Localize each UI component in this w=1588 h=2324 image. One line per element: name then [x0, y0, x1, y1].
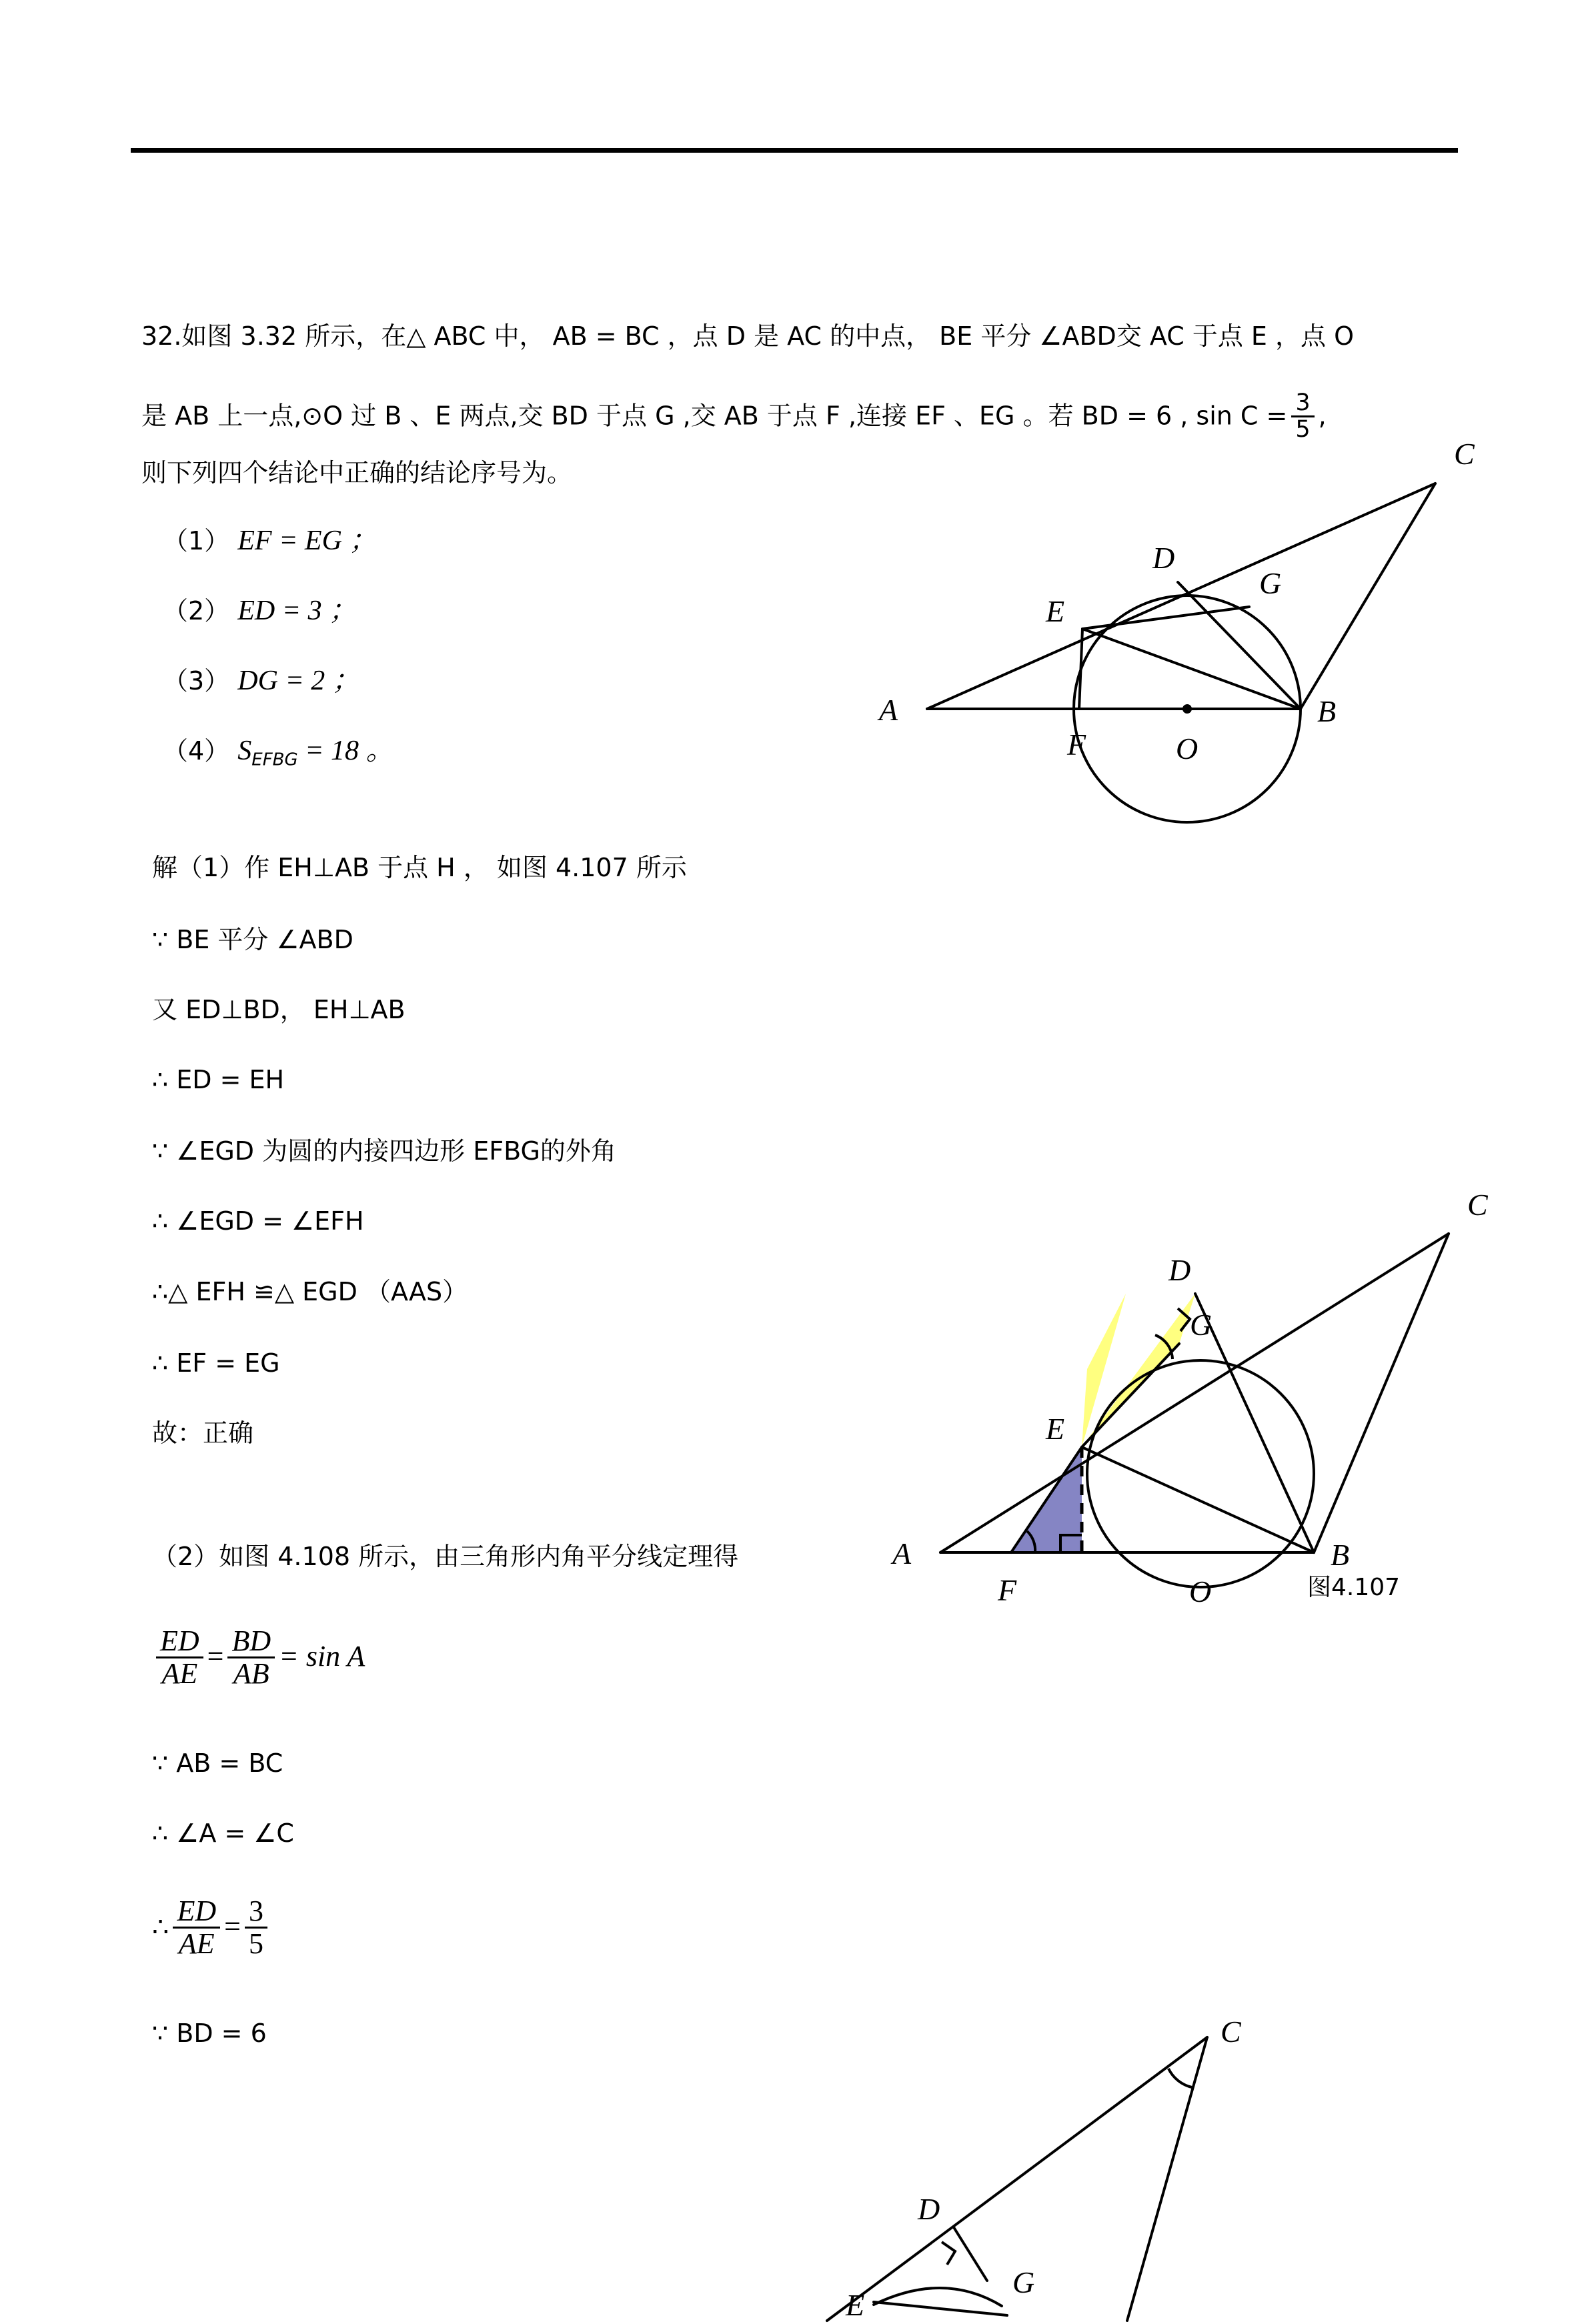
- sinc-numerator: 3: [1295, 389, 1311, 416]
- bd-ab-fraction: [227, 1626, 275, 1689]
- figure-1-label-c: C: [1454, 437, 1475, 471]
- figure-1-label-d: D: [1152, 541, 1175, 575]
- figure-3-label-e: E: [846, 2288, 865, 2322]
- five-denominator: 5: [245, 1927, 267, 1959]
- solution-line-7: ∴△ EFH ≌△ EGD （AAS）: [152, 1277, 468, 1306]
- ae-denominator-2: AE: [173, 1927, 220, 1959]
- figure-3-right-angle-mark-d: [942, 2242, 955, 2265]
- figure-2-label-g: G: [1190, 1308, 1213, 1342]
- solution-part2-line-bd-6: ∵ BD = 6: [152, 2019, 267, 2048]
- problem-line-2-text: 是 AB 上一点,⊙O 过 B 、E 两点,交 BD 于点 G ,交 AB 于点 F ,连接 EF 、EG 。若 BD = 6 , sin C =: [141, 401, 1288, 431]
- conclusion-4-marker: （4）: [163, 736, 230, 766]
- figure-2-segment-bd: [1195, 1294, 1314, 1552]
- conclusion-3-marker: （3）: [163, 666, 230, 696]
- segment-be: [1082, 629, 1301, 709]
- figure-2: [867, 1074, 1534, 1608]
- bd-numerator: BD: [231, 1624, 271, 1657]
- conclusion-3-body: DG = 2 ；: [237, 666, 360, 696]
- figure-2-label-b: B: [1331, 1538, 1350, 1572]
- figure-2-label-d: D: [1168, 1253, 1191, 1287]
- conclusion-1-body: EF = EG ；: [237, 525, 377, 556]
- conclusion-3: [163, 667, 360, 695]
- conclusion-4-value: = 18 。: [297, 736, 394, 766]
- header-rule: [131, 148, 1458, 153]
- therefore-symbol-2: ∴: [152, 1911, 169, 1943]
- conclusion-1-marker: （1）: [163, 526, 230, 555]
- solution-line-5: ∵ ∠EGD 为圆的内接四边形 EFBG的外角: [152, 1136, 616, 1166]
- sin-a-term: = sin A: [279, 1639, 365, 1672]
- figure-2-segment-cb: [1314, 1234, 1449, 1552]
- figure-2-segment-ac: [940, 1234, 1449, 1552]
- three-numerator: 3: [248, 1895, 263, 1927]
- ae-denominator: AE: [156, 1656, 203, 1689]
- sinc-denominator: 5: [1291, 415, 1314, 442]
- ed-numerator: ED: [160, 1624, 199, 1657]
- solution-part2-line-ab-bc: ∵ AB = BC: [152, 1749, 283, 1778]
- problem-line-2-tail: ,: [1318, 401, 1327, 431]
- figure-3-segment-eg: [874, 2302, 1007, 2315]
- conclusion-2-marker: （2）: [163, 596, 230, 626]
- solution-part2-intro: （2）如图 4.108 所示，由三角形内角平分线定理得: [152, 1542, 739, 1571]
- solution-line-9: 故：正确: [152, 1418, 254, 1448]
- solution-line-2: ∵ BE 平分 ∠ABD: [152, 925, 353, 954]
- solution-line-3: 又 ED⊥BD， EH⊥AB: [152, 995, 406, 1024]
- figure-3-label-d: D: [918, 2192, 940, 2226]
- figure-2-label-c: C: [1467, 1188, 1488, 1222]
- point-o-dot: [1182, 704, 1192, 714]
- solution-line-1: 解（1）作 EH⊥AB 于点 H ， 如图 4.107 所示: [152, 853, 687, 882]
- ed-numerator-2: ED: [177, 1895, 217, 1927]
- figure-3-label-g: G: [1012, 2265, 1035, 2299]
- figure-2-label-e: E: [1046, 1412, 1065, 1446]
- figure-1-label-g: G: [1259, 566, 1282, 600]
- figure-3-angle-mark-c: [1168, 2069, 1192, 2087]
- figure-2-label-a: A: [892, 1536, 912, 1570]
- figure-1-label-e: E: [1046, 594, 1065, 628]
- problem-line-1: 32.如图 3.32 所示，在△ ABC 中， AB = BC ，点 D 是 AC 的中点， BE 平分 ∠ABD交 AC 于点 E ，点 O: [141, 321, 1354, 351]
- ab-denominator: AB: [227, 1656, 275, 1689]
- figure-1: [854, 413, 1521, 910]
- conclusion-1: [163, 527, 377, 555]
- figure-1-label-o: O: [1176, 732, 1199, 766]
- segment-cb: [1301, 483, 1435, 709]
- segment-eg: [1082, 607, 1249, 629]
- problem-line-3: 则下列四个结论中正确的结论序号为。: [141, 458, 573, 487]
- conclusion-4: [163, 737, 394, 769]
- conclusion-2-body: ED = 3 ；: [237, 596, 357, 626]
- figure-3-segment-cb: [1127, 2037, 1207, 2321]
- figure-2-label-o: O: [1189, 1574, 1212, 1608]
- figure-3-svg: [787, 2014, 1387, 2321]
- figure-3-label-c: C: [1221, 2015, 1241, 2049]
- equals-sign-2: =: [224, 1909, 241, 1943]
- figure-2-label-f: F: [998, 1573, 1017, 1607]
- figure-1-label-b: B: [1317, 694, 1337, 728]
- ed-ae-fraction-2: [173, 1896, 220, 1959]
- solution-line-6: ∴ ∠EGD = ∠EFH: [152, 1206, 364, 1236]
- figure-2-segment-be: [1082, 1447, 1314, 1552]
- conclusion-2: [163, 597, 357, 625]
- solution-line-4: ∴ ED = EH: [152, 1065, 285, 1094]
- figure-1-label-f: F: [1067, 728, 1086, 762]
- figure-3-segment-dg: [954, 2227, 987, 2281]
- solution-part2-equation-2: [152, 1897, 271, 1961]
- solution-part2-line-angle-a-c: ∴ ∠A = ∠C: [152, 1819, 294, 1848]
- ed-ae-fraction: [156, 1626, 203, 1689]
- equals-sign-1: =: [207, 1639, 224, 1672]
- figure-2-caption: 图4.107: [1307, 1574, 1401, 1601]
- solution-part2-equation-1: [152, 1624, 365, 1690]
- three-fifths-fraction: [245, 1896, 267, 1959]
- conclusion-4-subscript: EFBG: [251, 750, 298, 770]
- segment-ac: [927, 483, 1435, 709]
- figure-3: [787, 2014, 1387, 2322]
- solution-line-8: ∴ EF = EG: [152, 1348, 280, 1378]
- figure-1-svg: [854, 413, 1521, 907]
- figure-1-label-a: A: [879, 693, 898, 727]
- conclusion-4-area-symbol: S: [237, 736, 252, 766]
